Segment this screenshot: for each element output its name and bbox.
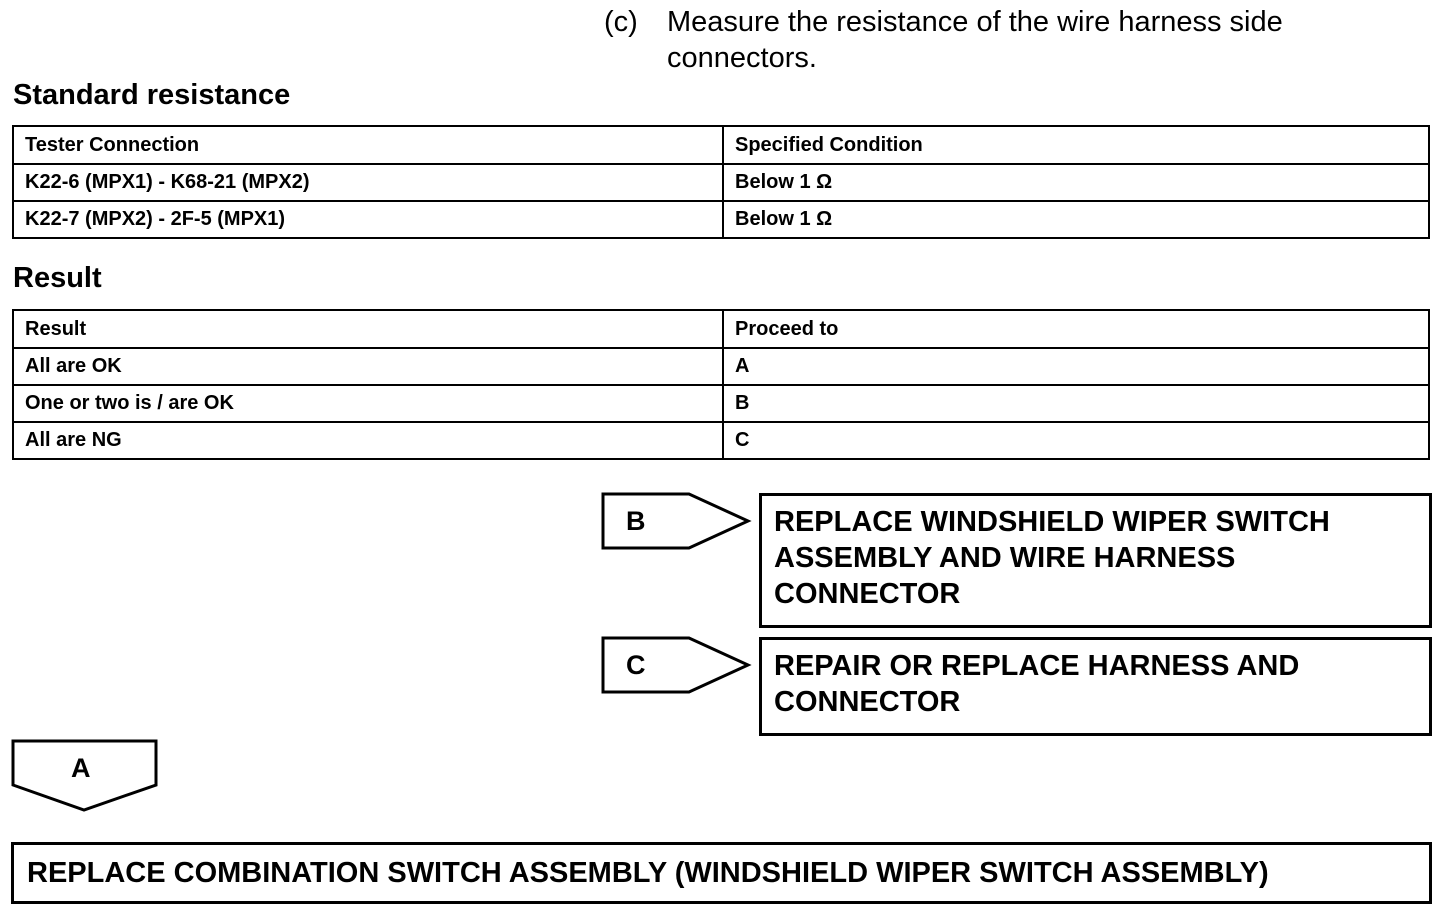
result-cell: All are OK: [13, 348, 723, 385]
table-header-row: [13, 310, 1429, 348]
table-row: [13, 201, 1429, 238]
tester-connection-cell: K22-6 (MPX1) - K68-21 (MPX2): [13, 164, 723, 201]
branch-b-arrow: [601, 492, 753, 550]
branch-c-arrow: [601, 636, 753, 694]
standard-resistance-heading: Standard resistance: [13, 79, 291, 111]
right-arrow-icon: [601, 636, 753, 694]
specified-condition-cell: Below 1 Ω: [723, 164, 1429, 201]
column-header: Result: [13, 310, 723, 348]
branch-b-action-box: REPLACE WINDSHIELD WIPER SWITCH ASSEMBLY AND WIRE HARNESS CONNECTOR: [759, 493, 1432, 628]
step-instruction: Measure the resistance of the wire harness side connectors.: [667, 6, 1283, 74]
table-header-row: [13, 126, 1429, 164]
column-header: Specified Condition: [723, 126, 1429, 164]
result-heading: Result: [13, 262, 102, 294]
table-row: [13, 164, 1429, 201]
specified-condition-cell: Below 1 Ω: [723, 201, 1429, 238]
column-header: Tester Connection: [13, 126, 723, 164]
branch-c-label: C: [626, 650, 646, 680]
tester-connection-cell: K22-7 (MPX2) - 2F-5 (MPX1): [13, 201, 723, 238]
branch-a-action-box: REPLACE COMBINATION SWITCH ASSEMBLY (WINDSHIELD WIPER SWITCH ASSEMBLY): [11, 842, 1432, 904]
branch-b-label: B: [626, 506, 646, 536]
proceed-to-cell: C: [723, 422, 1429, 459]
result-cell: All are NG: [13, 422, 723, 459]
branch-a-arrow: [11, 739, 159, 813]
step-marker: (c): [604, 6, 638, 38]
result-cell: One or two is / are OK: [13, 385, 723, 422]
right-arrow-icon: [601, 492, 753, 550]
table-row: [13, 422, 1429, 459]
table-row: [13, 385, 1429, 422]
column-header: Proceed to: [723, 310, 1429, 348]
result-table: [12, 309, 1430, 460]
standard-resistance-table: [12, 125, 1430, 239]
proceed-to-cell: B: [723, 385, 1429, 422]
branch-c-action-box: REPAIR OR REPLACE HARNESS AND CONNECTOR: [759, 637, 1432, 736]
table-row: [13, 348, 1429, 385]
proceed-to-cell: A: [723, 348, 1429, 385]
branch-a-label: A: [71, 753, 91, 783]
